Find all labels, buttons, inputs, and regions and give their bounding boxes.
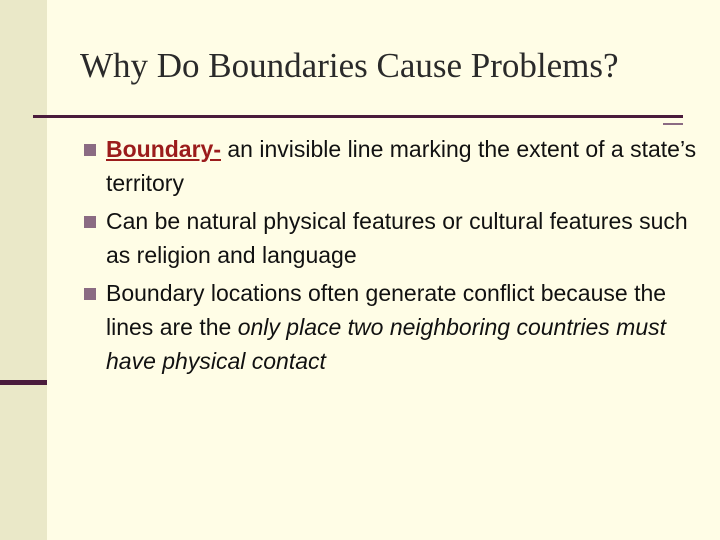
- side-band: [0, 0, 47, 540]
- title-rule: [33, 115, 683, 118]
- bullet-italic-text: only place two neighboring countries must have physical contact: [106, 314, 666, 374]
- bullet-item: [84, 132, 704, 200]
- side-accent-bar: [0, 380, 47, 385]
- bullet-marker-icon: [84, 144, 96, 156]
- bullet-list: [84, 132, 704, 382]
- slide-title: Why Do Boundaries Cause Problems?: [80, 46, 619, 85]
- bullet-text: an invisible line marking the extent of a state’s territory: [106, 136, 697, 196]
- bullet-marker-icon: [84, 288, 96, 300]
- bullet-text: Boundary locations often generate conflict because the lines are the: [106, 280, 667, 340]
- title-rule-accent: [663, 123, 683, 125]
- bullet-marker-icon: [84, 216, 96, 228]
- bullet-item: [84, 276, 704, 378]
- bullet-text: Can be natural physical features or cultural features such as religion and language: [106, 208, 688, 268]
- bullet-term: Boundary-: [106, 136, 221, 162]
- bullet-item: [84, 204, 704, 272]
